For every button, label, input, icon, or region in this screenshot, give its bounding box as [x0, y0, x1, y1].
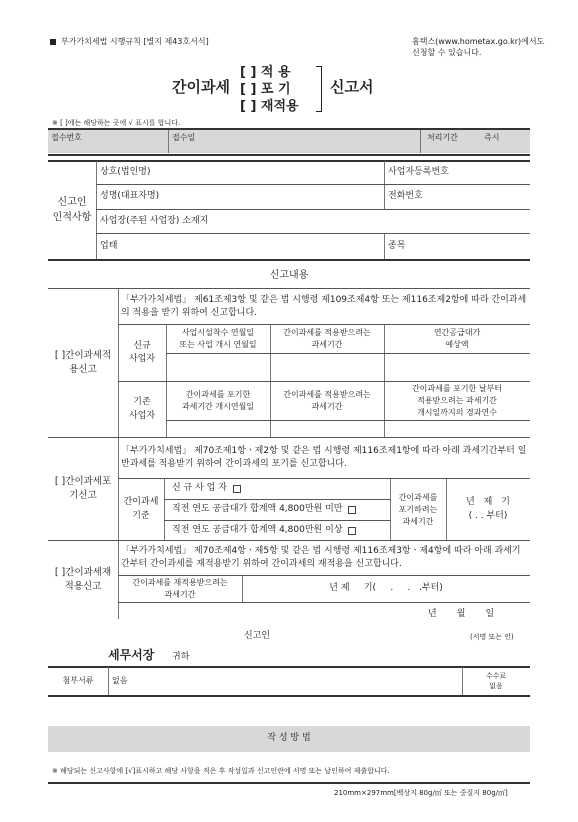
registration-number-field[interactable]: 사업자등록번호	[388, 166, 449, 177]
instruction-text: ※ [ ]에는 해당하는 곳에 √ 표시를 합니다.	[52, 119, 181, 127]
business-name-field[interactable]: 상호(법인명)	[100, 166, 151, 177]
address-field[interactable]: 사업장(주된 사업장) 소재지	[100, 215, 209, 226]
phone-field[interactable]: 전화번호	[388, 191, 423, 202]
processing-period-value: 즉시	[484, 133, 500, 142]
existing-waive-date-header: 간이과세를 포기한 과세기간 개시연월일	[181, 390, 255, 411]
new-expected-supply-header: 연간공급대가 예상액	[433, 328, 481, 349]
reapply-section-label[interactable]: [ ]간이과세재 적용신고	[54, 566, 112, 592]
attachments-label: 첨부서류	[62, 676, 94, 685]
content-header: 신고내용	[269, 269, 309, 281]
checkbox-icon[interactable]	[348, 506, 356, 514]
existing-business-label: 기존 사업자	[128, 397, 156, 421]
title-option-reapply: [ ] 재적용	[240, 99, 299, 114]
existing-tax-period-header: 간이과세를 적용받으려는 과세기간	[283, 390, 371, 411]
tax-office-head: 세무서장	[108, 648, 155, 662]
apply-statement: 「부가가치세법」 제61조제3항 및 같은 법 시행령 제109조제4항 또는 제116조제2항에 따라 간이과세의 적용을 받기 위하여 신고합니다.	[121, 294, 527, 318]
form-reference	[50, 36, 209, 47]
title-right: 신고서	[330, 78, 374, 96]
fee-box: 수수료 없음	[485, 671, 507, 690]
method-note: ※ 해당되는 신고사항에 [√]표시하고 해당 사항을 적은 후 작성일과 신고인란에 서명 또는 날인하여 제출합니다.	[52, 767, 390, 775]
apply-section-label[interactable]: [ ]간이과세적 용신고	[54, 349, 112, 375]
title-bracket	[316, 66, 322, 112]
representative-name-field[interactable]: 성명(대표자명)	[100, 191, 160, 202]
checkbox-icon[interactable]	[348, 527, 356, 535]
new-start-date-header: 사업시설착수 연월일 또는 사업 개시 연월일	[179, 328, 257, 349]
checkbox-icon[interactable]	[233, 485, 241, 493]
waive-period-label: 간이과세를 포기하려는 과세기간	[398, 492, 438, 526]
business-category-field[interactable]: 종목	[388, 240, 406, 251]
title-left: 간이과세	[172, 78, 230, 96]
new-expected-supply-input[interactable]	[385, 354, 529, 380]
new-business-label: 신규 사업자	[128, 340, 156, 364]
hometax-note-line2: 신청할 수 있습니다.	[412, 48, 482, 58]
hometax-note	[412, 36, 544, 58]
title-option-waive: [ ] 포 기	[240, 82, 291, 97]
waive-option-under[interactable]: 직전 연도 공급대가 합계액 4,800만원 미만	[172, 500, 356, 519]
signature-date[interactable]: 년 월 일	[428, 609, 495, 619]
waive-section-label[interactable]: [ ]간이과세포 기신고	[54, 475, 112, 501]
method-header: 작 성 방 법	[48, 726, 530, 752]
new-tax-period-input[interactable]	[271, 354, 383, 380]
receipt-date-label: 접수일	[172, 133, 196, 142]
new-tax-period-header: 간이과세를 적용받으려는 과세기간	[283, 328, 371, 349]
reporter-signature-label: 신고인	[244, 631, 271, 641]
paper-spec-footer: 210mm×297mm[백상지 80g/㎡ 또는 중질지 80g/㎡]	[334, 789, 508, 797]
processing-period-label: 처리기간	[427, 133, 458, 142]
waive-option-over[interactable]: 직전 연도 공급대가 합계액 4,800만원 이상	[172, 521, 356, 540]
existing-elapsed-years-header: 간이과세를 포기한 날부터 적용받으려는 과세기간 개시일까지의 경과연수	[411, 384, 503, 417]
reapply-period-label: 간이과세를 재적용받으려는 과세기간	[132, 578, 228, 599]
honorific: 귀하	[172, 652, 190, 662]
waive-option-new[interactable]: 신 규 사 업 자	[172, 480, 241, 498]
reapply-period-value[interactable]: 년 제 기( . . .부터)	[329, 583, 443, 594]
form-reference-text: 부가가치세법 시행규칙 [별지 제43호서식]	[61, 37, 209, 46]
existing-waive-date-input[interactable]	[167, 421, 269, 436]
waive-criteria-label: 간이과세 기준	[123, 497, 159, 521]
hometax-note-line1: 홈택스(www.hometax.go.kr)에서도	[412, 37, 545, 46]
reapply-statement: 「부가가치세법」 제70조제4항ㆍ제5항 및 같은 법 시행령 제116조제3항ㆍ제4항에 따라 아래 과세기간부터 간이과세를 재적용받기 위하여 간이과세의 재적용을 신고합니다.	[121, 545, 521, 569]
attachments-value: 없음	[112, 676, 128, 685]
waive-period-value[interactable]: 년 제 기 ( . . 부터)	[466, 497, 510, 521]
waive-statement: 「부가가치세법」 제70조제1항ㆍ제2항 및 같은 법 시행령 제116조제1항에 따라 아래 과세기간부터 일반과세를 적용받기 위하여 간이과세의 포기를 신고합니다.	[121, 445, 527, 469]
business-type-field[interactable]: 업태	[100, 240, 118, 251]
receipt-number-label: 접수번호	[51, 133, 82, 142]
reporter-section-label: 신고인 인적사항	[52, 197, 92, 223]
square-bullet-icon	[50, 39, 56, 45]
title-options	[240, 64, 299, 115]
new-start-date-input[interactable]	[167, 354, 269, 380]
existing-elapsed-years-input[interactable]	[385, 421, 529, 436]
title-option-apply: [ ] 적 용	[240, 65, 291, 80]
signature-note[interactable]: (서명 또는 인)	[470, 633, 514, 641]
existing-tax-period-input[interactable]	[271, 421, 383, 436]
